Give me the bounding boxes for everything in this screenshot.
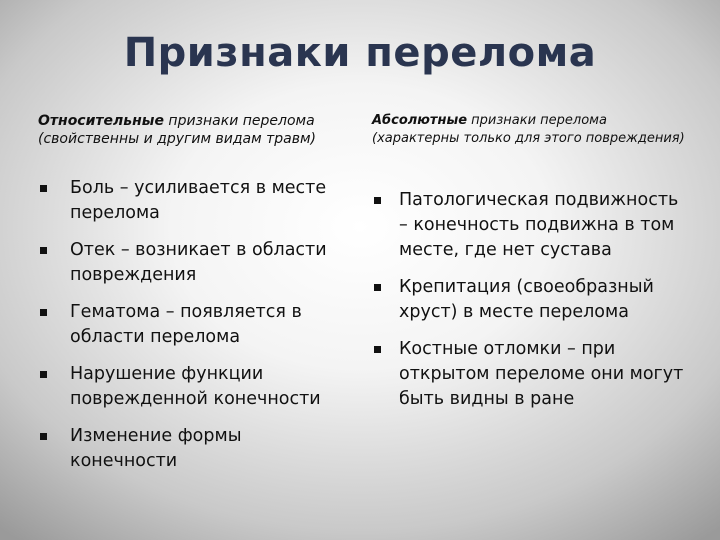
bullet-square-icon — [40, 309, 47, 316]
list-item — [38, 238, 353, 288]
list-item-text: Нарушение функции поврежденной конечности — [70, 364, 321, 409]
bullet-square-icon — [40, 247, 47, 254]
list-item — [38, 176, 353, 226]
slide-title: Признаки перелома — [123, 30, 597, 76]
list-item-text: Крепитация (своеобразный хруст) в месте перелома — [399, 277, 654, 322]
list-item — [372, 337, 692, 412]
bullet-square-icon — [40, 185, 47, 192]
list-item — [38, 300, 353, 350]
absolute-signs-heading-bold: Абсолютные — [372, 113, 468, 128]
relative-signs-list — [38, 176, 353, 474]
list-item — [38, 424, 353, 474]
relative-signs-heading-bold: Относительные — [38, 113, 164, 129]
bullet-square-icon — [374, 197, 381, 204]
relative-signs-heading-rest: признаки перелома (свойственны и другим видам травм) — [38, 113, 316, 147]
list-item — [372, 275, 692, 325]
list-item-text: Изменение формы конечности — [70, 426, 242, 471]
list-item-text: Костные отломки – при открытом переломе они могут быть видны в ране — [399, 339, 684, 409]
list-item-text: Отек – возникает в области повреждения — [70, 240, 327, 285]
list-item-text: Патологическая подвижность – конечность подвижна в том месте, где нет сустава — [399, 190, 679, 260]
bullet-square-icon — [374, 284, 381, 291]
absolute-signs-column — [372, 112, 692, 424]
bullet-square-icon — [40, 433, 47, 440]
relative-signs-heading — [38, 112, 353, 148]
absolute-signs-list — [372, 188, 692, 412]
list-item-text: Гематома – появляется в области перелома — [70, 302, 302, 347]
bullet-square-icon — [374, 346, 381, 353]
list-item-text: Боль – усиливается в месте перелома — [70, 178, 327, 223]
relative-signs-column — [38, 112, 353, 486]
absolute-signs-heading — [372, 112, 692, 148]
bullet-square-icon — [40, 371, 47, 378]
absolute-signs-heading-rest: признаки перелома (характерны только для этого повреждения) — [372, 113, 685, 146]
list-item — [372, 188, 692, 263]
list-item — [38, 362, 353, 412]
